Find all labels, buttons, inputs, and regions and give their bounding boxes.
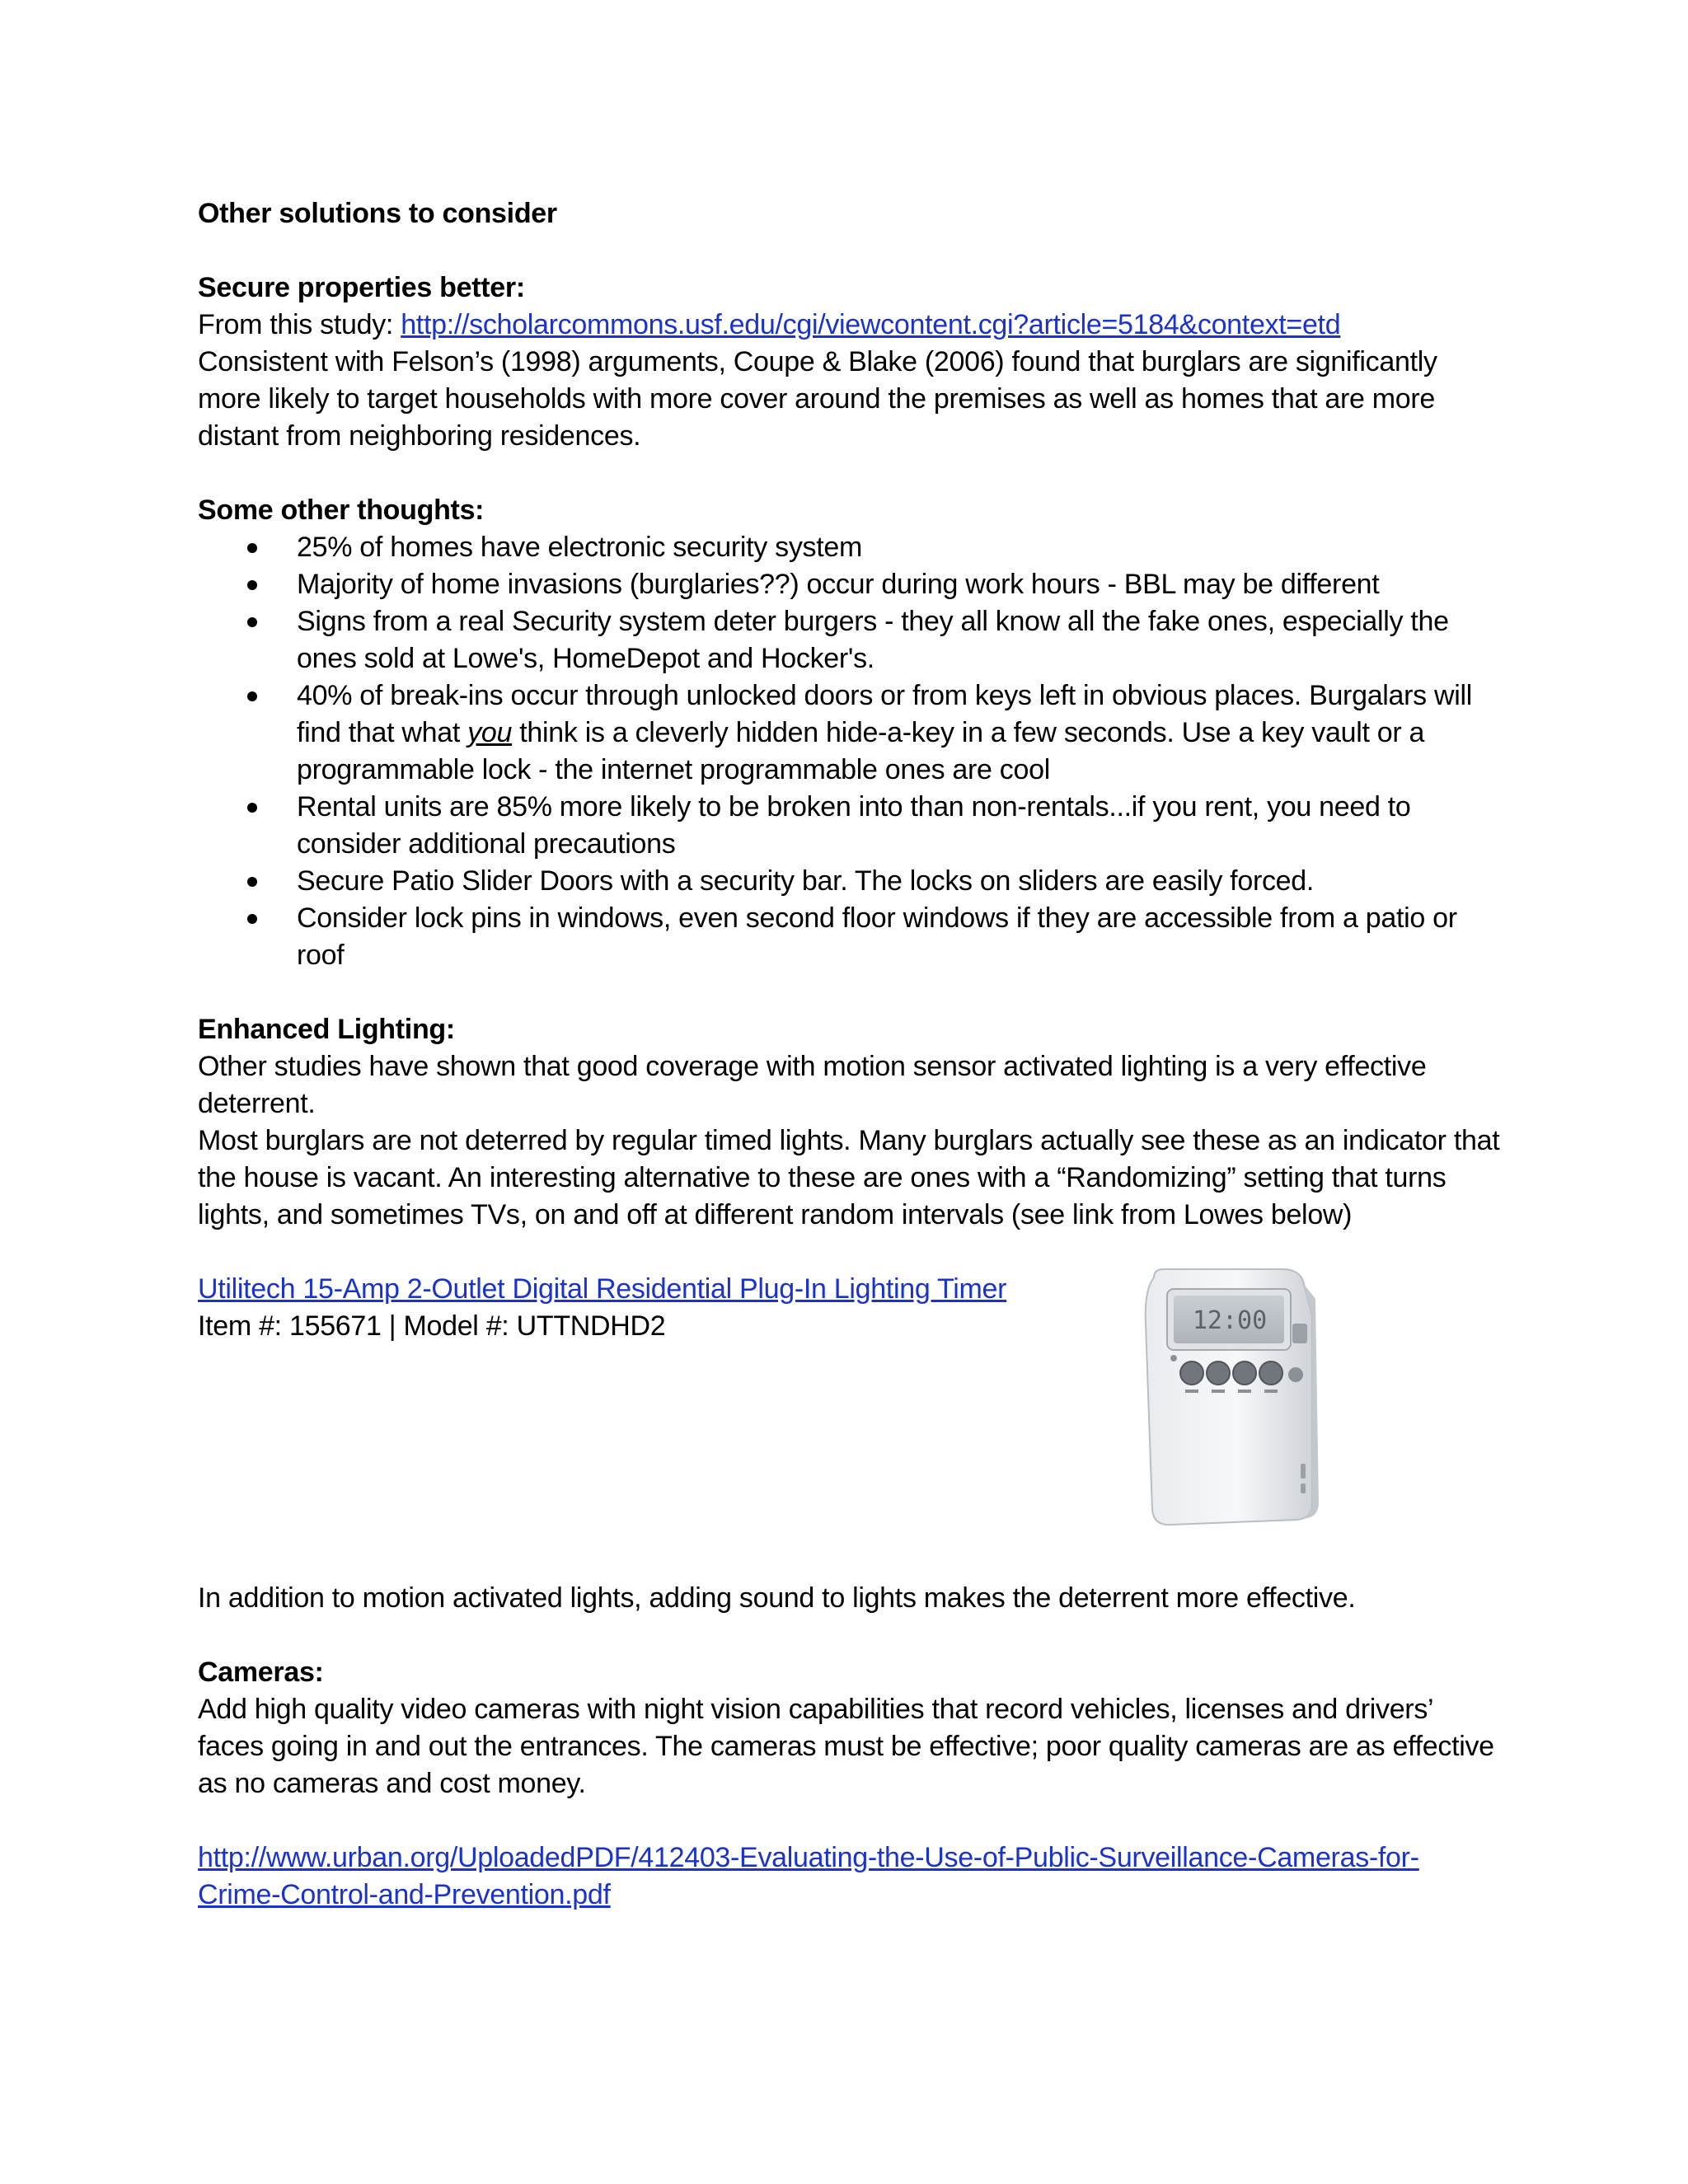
thoughts-list xyxy=(198,529,1500,974)
secure-paragraph-line-2: more likely to target households with more cover around the premises as well as homes that are more xyxy=(198,383,1436,415)
list-item: Signs from a real Security system deter burgers - they all know all the fake ones, especially the ones sold at Lowe's, HomeDepot and Hocker's. xyxy=(198,603,1500,677)
list-item: Consider lock pins in windows, even second floor windows if they are accessible from a patio or roof xyxy=(198,900,1500,974)
emphasis-you: you xyxy=(467,717,513,748)
product-link[interactable]: Utilitech 15-Amp 2-Outlet Digital Residential Plug-In Lighting Timer xyxy=(198,1273,1007,1305)
secure-paragraph-line-1: Consistent with Felson’s (1998) arguments, Coupe & Blake (2006) found that burglars are significantly xyxy=(198,346,1437,377)
urban-report-link[interactable]: http://www.urban.org/UploadedPDF/412403-Evaluating-the-Use-of-Public-Surveillance-Cameras-for- Crime-Control-and-Prevention.pdf xyxy=(198,1842,1419,1910)
product-block xyxy=(198,1271,1500,1580)
list-item: Secure Patio Slider Doors with a security bar. The locks on sliders are easily forced. xyxy=(198,863,1500,900)
lighting-heading: Enhanced Lighting: xyxy=(198,1014,455,1045)
list-item: Majority of home invasions (burglaries??) occur during work hours - BBL may be different xyxy=(198,566,1500,603)
bullet-icon xyxy=(247,691,257,701)
spacer xyxy=(198,232,1500,269)
source-prefix: From this study: xyxy=(198,309,401,340)
spacer xyxy=(198,974,1500,1011)
lighting-paragraph-3: In addition to motion activated lights, adding sound to lights makes the deterrent more effective. xyxy=(198,1582,1356,1614)
timer-device-image xyxy=(1121,1266,1352,1530)
spacer xyxy=(198,1617,1500,1654)
timer-display-text: 12:00 xyxy=(1192,1306,1268,1335)
list-item: 25% of homes have electronic security system xyxy=(198,529,1500,566)
document-body xyxy=(198,195,1500,1914)
secure-heading: Secure properties better: xyxy=(198,272,525,303)
bullet-icon xyxy=(247,580,257,590)
bullet-icon xyxy=(247,877,257,887)
list-item: Rental units are 85% more likely to be broken into than non-rentals...if you rent, you need to consider additional precautions xyxy=(198,789,1500,863)
bullet-icon xyxy=(247,803,257,813)
lighting-paragraph-1: Other studies have shown that good coverage with motion sensor activated lighting is a very effective deterrent. xyxy=(198,1051,1427,1119)
cameras-paragraph: Add high quality video cameras with night vision capabilities that record vehicles, licenses and drivers’ faces going in and out the entrances. The cameras must be effective; poor quality cameras are as effective as no cameras and cost money. xyxy=(198,1694,1494,1799)
product-text xyxy=(198,1271,1006,1345)
thoughts-heading: Some other thoughts: xyxy=(198,494,485,526)
product-meta: Item #: 155671 | Model #: UTTNDHD2 xyxy=(198,1310,666,1342)
spacer xyxy=(198,1802,1500,1840)
lighting-paragraph-2: Most burglars are not deterred by regular timed lights. Many burglars actually see these as an indicator that the house is vacant. An interesting alternative to these are ones with a “Randomizing” setting that turns lights, and sometimes TVs, on and off at different random intervals (see link from Lowes below) xyxy=(198,1125,1500,1230)
page-title: Other solutions to consider xyxy=(198,198,557,229)
bullet-icon xyxy=(247,617,257,627)
source-line xyxy=(198,307,1500,344)
list-item: 40% of break-ins occur through unlocked doors or from keys left in obvious places. Burgalars will find that what you think is a cleverly hidden hide-a-key in a few seconds. Use a key vault or a programmable lock - the internet programmable ones are cool xyxy=(198,677,1500,789)
secure-paragraph-line-3: distant from neighboring residences. xyxy=(198,420,641,452)
bullet-icon xyxy=(247,914,257,924)
cameras-heading: Cameras: xyxy=(198,1657,324,1688)
spacer xyxy=(198,455,1500,492)
bullet-icon xyxy=(247,543,257,553)
study-link[interactable]: http://scholarcommons.usf.edu/cgi/viewcontent.cgi?article=5184&context=etd xyxy=(401,309,1341,340)
